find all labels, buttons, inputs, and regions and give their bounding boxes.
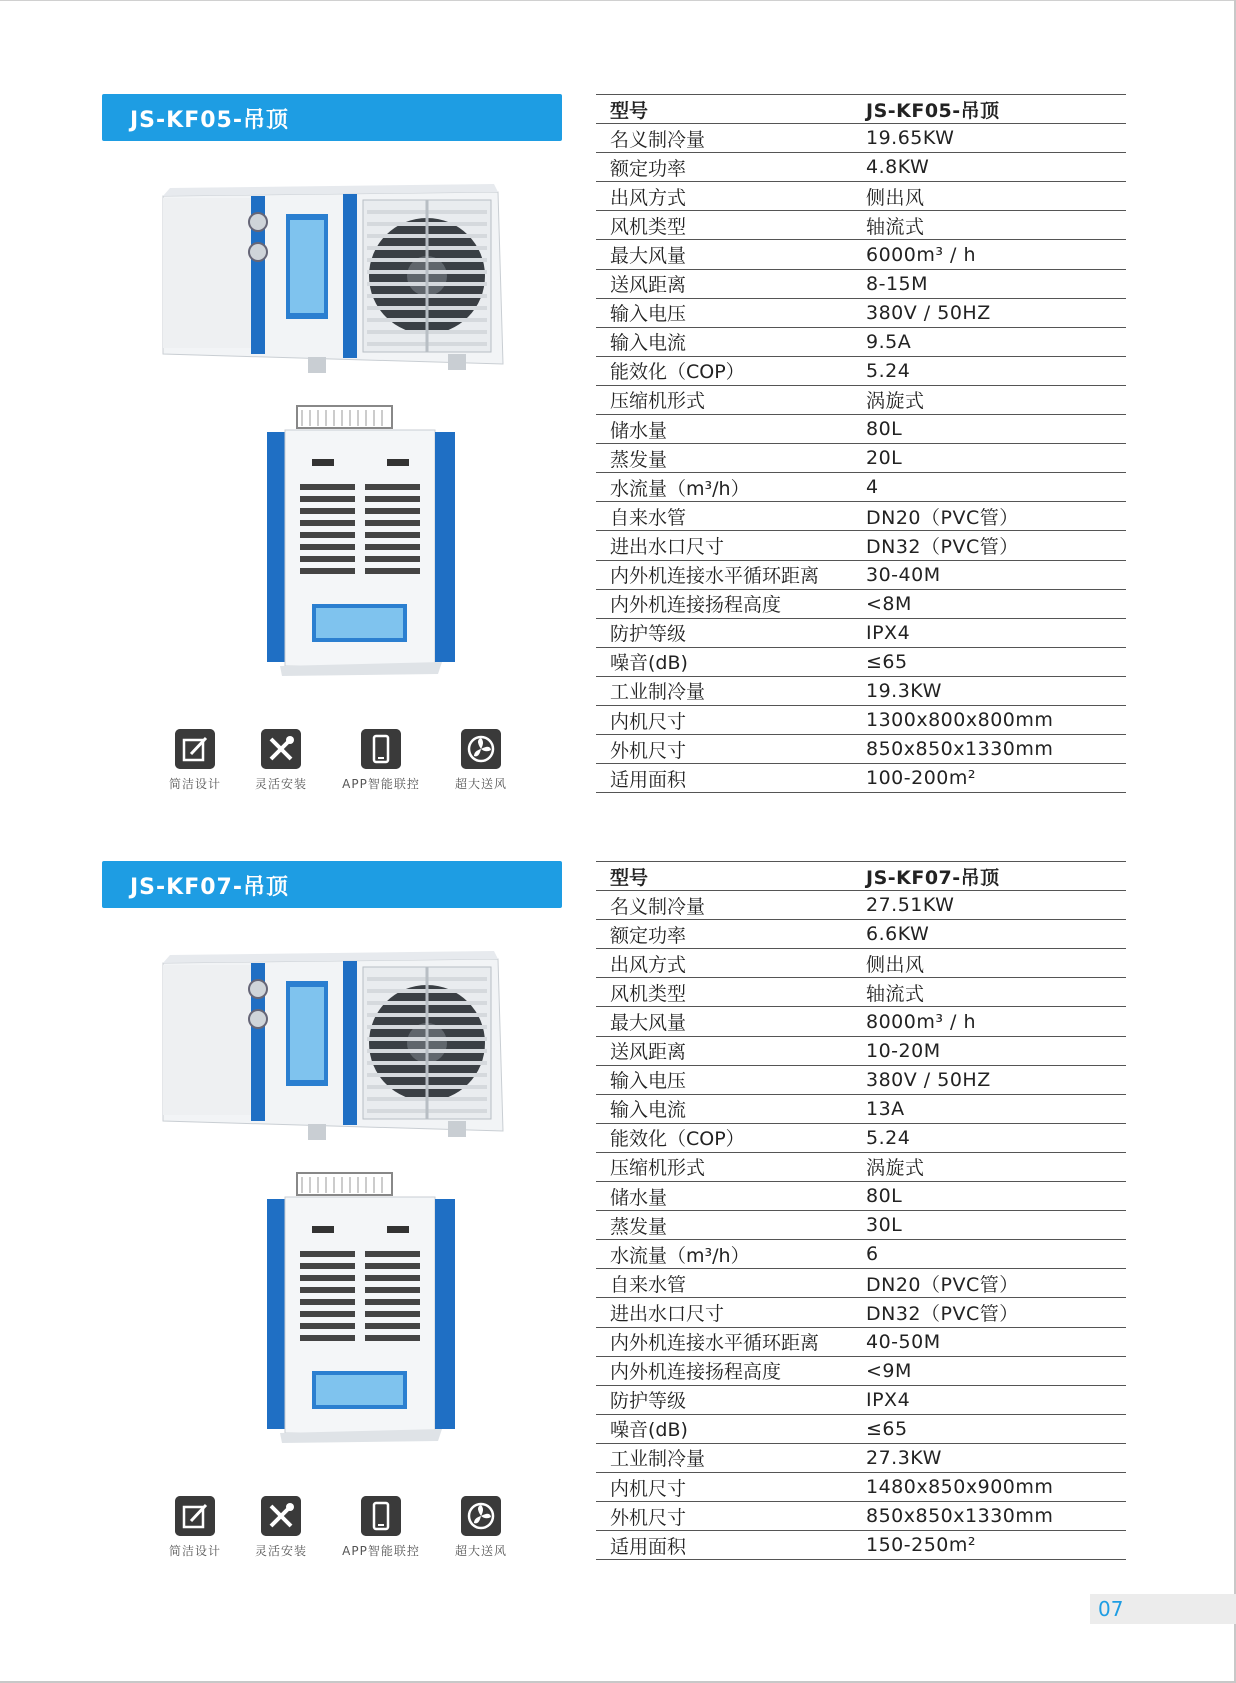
product-section-2 [0,861,1236,1601]
spec-value: 150-250m² [862,1531,1126,1560]
spec-value: 9.5A [862,327,1126,356]
spec-label: 额定功率 [596,920,862,949]
spec-value: JS-KF07-吊顶 [862,862,1126,891]
spec-label: 工业制冷量 [596,1443,862,1472]
spec-row [596,1240,1126,1269]
spec-row [596,153,1126,182]
spec-row [596,444,1126,473]
spec-value: ≤65 [862,647,1126,676]
spec-label: 型号 [596,95,862,124]
spec-value: <8M [862,589,1126,618]
page-number-box [1090,1594,1236,1624]
spec-row [596,211,1126,240]
spec-row [596,1385,1126,1414]
spec-label: 内外机连接水平循环距离 [596,560,862,589]
spec-value: 6.6KW [862,920,1126,949]
spec-label: 自来水管 [596,1269,862,1298]
spec-value: JS-KF05-吊顶 [862,95,1126,124]
spec-row [596,1182,1126,1211]
spec-value: 19.3KW [862,676,1126,705]
spec-row [596,862,1126,891]
spec-row [596,705,1126,734]
spec-value: 10-20M [862,1036,1126,1065]
spec-value: 8000m³ / h [862,1007,1126,1036]
spec-value: DN32（PVC管） [862,531,1126,560]
feature-label: 灵活安装 [254,1544,307,1558]
spec-row [596,298,1126,327]
spec-row [596,1123,1126,1152]
spec-row [596,891,1126,920]
spec-label: 名义制冷量 [596,124,862,153]
spec-value: 4.8KW [862,153,1126,182]
spec-value: 5.24 [862,356,1126,385]
spec-label: 能效化（COP） [596,356,862,385]
spec-value: DN32（PVC管） [862,1298,1126,1327]
spec-label: 风机类型 [596,978,862,1007]
spec-label: 压缩机形式 [596,385,862,414]
feature-item [236,1496,326,1559]
spec-value: 40-50M [862,1327,1126,1356]
feature-label: 简洁设计 [168,777,221,791]
spec-value: IPX4 [862,1385,1126,1414]
spec-value: 4 [862,473,1126,502]
spec-label: 蒸发量 [596,444,862,473]
spec-row [596,1531,1126,1560]
spec-label: 内外机连接水平循环距离 [596,1327,862,1356]
product-section-1 [0,94,1236,834]
phone-icon [361,1496,401,1536]
spec-row [596,1211,1126,1240]
spec-value: 6 [862,1240,1126,1269]
feature-label: 超大送风 [454,777,507,791]
spec-row [596,1007,1126,1036]
spec-label: 蒸发量 [596,1211,862,1240]
spec-value: 850x850x1330mm [862,1502,1126,1531]
spec-row [596,327,1126,356]
spec-value: 1480x850x900mm [862,1472,1126,1501]
spec-row [596,1502,1126,1531]
page-number: 07 [1098,1597,1124,1621]
spec-value: <9M [862,1356,1126,1385]
indoor-unit-image [262,1171,462,1451]
spec-row [596,415,1126,444]
spec-value: 侧出风 [862,182,1126,211]
spec-row [596,589,1126,618]
spec-label: 压缩机形式 [596,1152,862,1181]
feature-label: 灵活安装 [254,777,307,791]
spec-value: 5.24 [862,1123,1126,1152]
edit-icon [175,1496,215,1536]
spec-label: 水流量（m³/h） [596,473,862,502]
outdoor-unit-image [158,174,508,384]
spec-label: 送风距离 [596,1036,862,1065]
spec-table [596,94,1126,793]
spec-row [596,473,1126,502]
spec-row [596,676,1126,705]
product-title: JS-KF05-吊顶 [130,108,289,133]
feature-item [336,1496,426,1559]
spec-row [596,1094,1126,1123]
spec-row [596,1356,1126,1385]
spec-label: 输入电流 [596,327,862,356]
spec-value: 侧出风 [862,949,1126,978]
feature-item [336,729,426,792]
spec-label: 输入电压 [596,298,862,327]
product-title: JS-KF07-吊顶 [130,875,289,900]
feature-item [436,729,526,792]
product-title-bar [102,94,562,141]
outdoor-unit-image [158,941,508,1151]
spec-value: 13A [862,1094,1126,1123]
spec-row [596,764,1126,793]
spec-value: 涡旋式 [862,385,1126,414]
spec-row [596,240,1126,269]
phone-icon [361,729,401,769]
spec-label: 内机尺寸 [596,1472,862,1501]
spec-value: 850x850x1330mm [862,735,1126,764]
spec-value: DN20（PVC管） [862,1269,1126,1298]
spec-row [596,1414,1126,1443]
spec-label: 进出水口尺寸 [596,531,862,560]
spec-row [596,1065,1126,1094]
spec-row [596,124,1126,153]
spec-label: 防护等级 [596,1385,862,1414]
spec-value: 19.65KW [862,124,1126,153]
spec-row [596,1036,1126,1065]
spec-value: 涡旋式 [862,1152,1126,1181]
spec-label: 储水量 [596,415,862,444]
spec-table [596,861,1126,1560]
spec-value: 6000m³ / h [862,240,1126,269]
spec-label: 防护等级 [596,618,862,647]
spec-row [596,735,1126,764]
spec-label: 出风方式 [596,182,862,211]
spec-row [596,949,1126,978]
spec-label: 内外机连接扬程高度 [596,1356,862,1385]
spec-label: 送风距离 [596,269,862,298]
feature-label: 超大送风 [454,1544,507,1558]
spec-row [596,1152,1126,1181]
spec-label: 噪音(dB) [596,647,862,676]
tools-icon [261,729,301,769]
spec-row [596,1472,1126,1501]
feature-label: 简洁设计 [168,1544,221,1558]
spec-label: 自来水管 [596,502,862,531]
feature-icons [150,729,530,799]
spec-label: 水流量（m³/h） [596,1240,862,1269]
spec-row [596,618,1126,647]
spec-label: 适用面积 [596,764,862,793]
spec-label: 风机类型 [596,211,862,240]
spec-value: IPX4 [862,618,1126,647]
spec-value: 380V / 50HZ [862,1065,1126,1094]
spec-label: 外机尺寸 [596,1502,862,1531]
spec-value: 1300x800x800mm [862,705,1126,734]
feature-item [236,729,326,792]
spec-label: 进出水口尺寸 [596,1298,862,1327]
spec-value: 80L [862,415,1126,444]
edit-icon [175,729,215,769]
spec-value: 轴流式 [862,211,1126,240]
spec-label: 能效化（COP） [596,1123,862,1152]
spec-row [596,95,1126,124]
spec-value: 380V / 50HZ [862,298,1126,327]
spec-value: DN20（PVC管） [862,502,1126,531]
spec-label: 外机尺寸 [596,735,862,764]
spec-row [596,182,1126,211]
spec-value: 80L [862,1182,1126,1211]
feature-label: APP智能联控 [342,777,420,791]
spec-value: 20L [862,444,1126,473]
spec-row [596,1327,1126,1356]
spec-label: 最大风量 [596,1007,862,1036]
spec-label: 最大风量 [596,240,862,269]
spec-row [596,269,1126,298]
spec-value: 8-15M [862,269,1126,298]
spec-row [596,356,1126,385]
spec-label: 名义制冷量 [596,891,862,920]
spec-value: 27.3KW [862,1443,1126,1472]
spec-row [596,1298,1126,1327]
spec-label: 工业制冷量 [596,676,862,705]
spec-value: ≤65 [862,1414,1126,1443]
spec-label: 储水量 [596,1182,862,1211]
spec-row [596,1269,1126,1298]
spec-label: 适用面积 [596,1531,862,1560]
spec-label: 输入电流 [596,1094,862,1123]
spec-row [596,385,1126,414]
spec-label: 噪音(dB) [596,1414,862,1443]
feature-label: APP智能联控 [342,1544,420,1558]
page-border-top [0,0,1236,1]
spec-label: 输入电压 [596,1065,862,1094]
spec-row [596,560,1126,589]
feature-item [150,1496,240,1559]
spec-value: 30L [862,1211,1126,1240]
product-title-bar [102,861,562,908]
spec-value: 轴流式 [862,978,1126,1007]
indoor-unit-image [262,404,462,684]
spec-row [596,920,1126,949]
spec-row [596,647,1126,676]
spec-value: 27.51KW [862,891,1126,920]
spec-row [596,531,1126,560]
feature-item [150,729,240,792]
feature-item [436,1496,526,1559]
tools-icon [261,1496,301,1536]
spec-label: 内外机连接扬程高度 [596,589,862,618]
fan-icon [461,729,501,769]
spec-value: 100-200m² [862,764,1126,793]
spec-label: 额定功率 [596,153,862,182]
spec-row [596,978,1126,1007]
spec-value: 30-40M [862,560,1126,589]
spec-label: 出风方式 [596,949,862,978]
feature-icons [150,1496,530,1566]
spec-row [596,502,1126,531]
spec-label: 内机尺寸 [596,705,862,734]
spec-label: 型号 [596,862,862,891]
fan-icon [461,1496,501,1536]
spec-row [596,1443,1126,1472]
